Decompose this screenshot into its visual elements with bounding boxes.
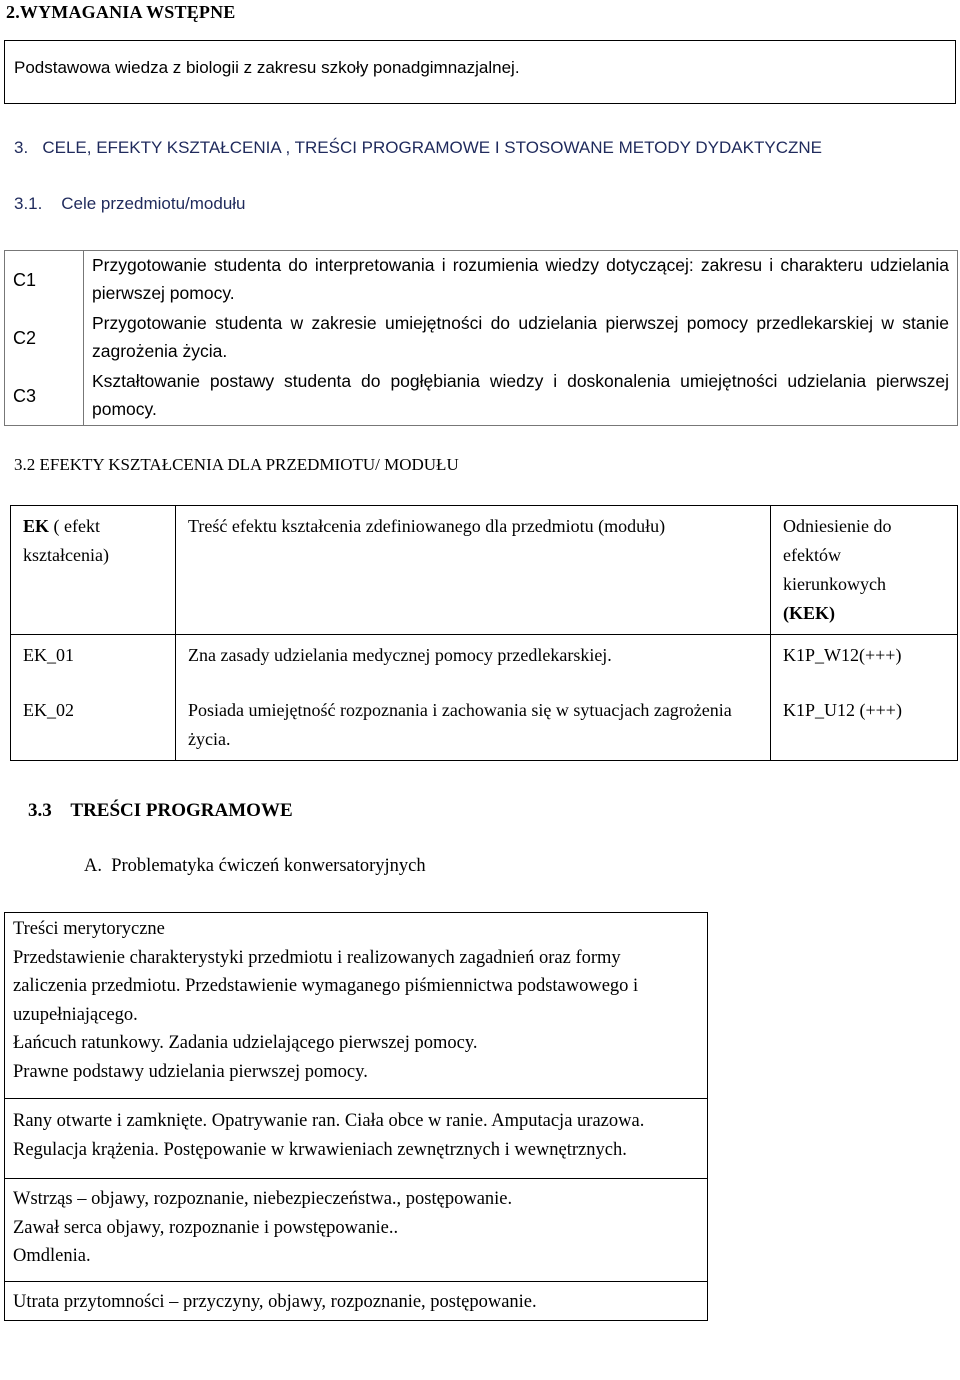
ek-header: EK ( efekt kształcenia) [23,516,109,565]
program-block [5,1281,708,1321]
goal-row [5,367,958,426]
goal-row [5,251,958,310]
content-header: Treść efektu kształcenia zdefiniowanego dla przedmiotu (modułu) [176,506,771,635]
content-line: Regulacja krążenia. Postępowanie w krwawieniach zewnętrznych i wewnętrznych. [13,1139,627,1160]
goal-text: Przygotowanie studenta do interpretowania i rozumienia wiedzy dotyczącej: zakresu i charakteru udzielania pierwszej pomocy. [92,255,949,303]
program-content-table [4,912,708,1321]
content-line: Rany otwarte i zamknięte. Opatrywanie ran. Ciała obce w ranie. Amputacja urazowa. [13,1111,645,1131]
program-block [5,1099,708,1179]
goals-table [4,250,958,426]
section-3-2-title: 3.2 EFEKTY KSZTAŁCENIA DLA PRZEDMIOTU/ MODUŁU [14,455,459,474]
ek-content: Zna zasady udzielania medycznej pomocy przedlekarskiej. [176,635,771,691]
ek-reference: K1P_W12(+++) [771,635,958,691]
section-3-3-a-title: A. Problematyka ćwiczeń konwersatoryjnych [84,856,426,876]
table-row [11,690,958,761]
learning-outcomes-table [10,505,958,761]
content-line: Prawne podstawy udzielania pierwszej pomocy. [13,1061,368,1082]
goal-row [5,309,958,367]
content-line: Wstrząs – objawy, rozpoznanie, niebezpieczeństwa., postępowanie. [13,1189,513,1209]
ek-code: EK_01 [11,635,176,691]
content-line: Zawał serca objawy, rozpoznanie i powstępowanie.. [13,1217,399,1238]
goal-code: C1 [13,270,37,290]
table-header-row [11,506,958,635]
program-block [5,913,708,1099]
ek-code: EK_02 [23,700,74,720]
ek-content: Posiada umiejętność rozpoznania i zachowania się w sytuacjach zagrożenia życia. [176,690,771,761]
content-line: Przedstawienie charakterystyki przedmiotu i realizowanych zagadnień oraz formy zaliczenia przedmiotu. Przedstawienie wymaganego piśmiennictwa podstawowego i uzupełniającego. [13,947,639,1025]
ek-reference: K1P_U12 (+++) [771,690,958,761]
goal-code: C3 [13,386,37,406]
content-line: Utrata przytomności – przyczyny, objawy, rozpoznanie, postępowanie. [13,1291,537,1312]
program-block [5,1179,708,1282]
table-row [11,635,958,691]
requirements-text: Podstawowa wiedza z biologii z zakresu szkoły ponadgimnazjalnej. [14,58,520,77]
goal-code: C2 [13,328,37,348]
table-header: Treści merytoryczne [13,919,165,939]
section-3-1-title: 3.1. Cele przedmiotu/modułu [14,194,246,213]
goal-text: Przygotowanie studenta w zakresie umiejętności do udzielania pierwszej pomocy przedlekarskiej w stanie zagrożenia życia. [92,313,949,361]
content-line: Omdlenia. [13,1246,91,1266]
section-2-title: 2.WYMAGANIA WSTĘPNE [6,2,236,22]
reference-header: Odniesienie do efektów kierunkowych (KEK) [771,506,958,635]
goal-text: Kształtowanie postawy studenta do pogłębiania wiedzy i doskonalenia umiejętności udzielania pierwszej pomocy. [92,371,949,419]
section-3-3-title: 3.3 TREŚCI PROGRAMOWE [28,800,293,821]
content-line: Łańcuch ratunkowy. Zadania udzielającego pierwszej pomocy. [13,1033,478,1053]
section-3-title: 3. CELE, EFEKTY KSZTAŁCENIA , TREŚCI PROGRAMOWE I STOSOWANE METODY DYDAKTYCZNE [14,138,822,157]
